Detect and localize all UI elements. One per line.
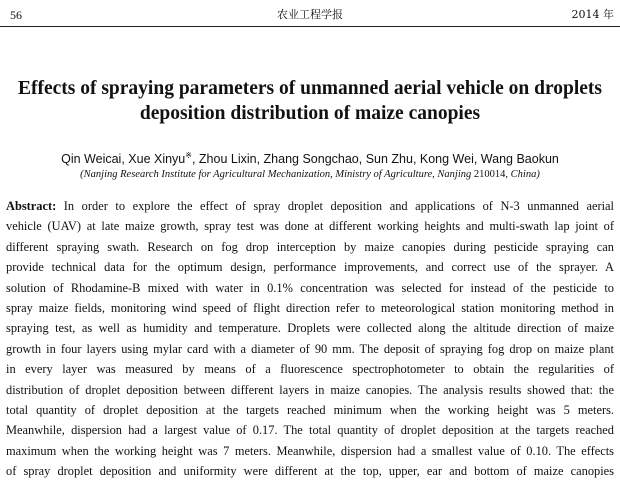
affiliation-postcode: 210014, xyxy=(471,169,511,180)
authors-lead: Qin Weicai, Xue Xinyu xyxy=(61,152,186,167)
abstract-line: provide technical data for the optimum design, performance improvements, and correct use of the sprayer. A xyxy=(6,260,614,275)
paper-title xyxy=(0,76,620,126)
abstract-label: Abstract: xyxy=(6,199,57,213)
title-line: Effects of spraying parameters of unmanned aerial vehicle on droplets xyxy=(17,78,603,99)
corresponding-author-mark: ※ xyxy=(185,151,192,160)
abstract xyxy=(6,196,614,482)
header-rule xyxy=(0,26,620,27)
abstract-line: of spray droplet deposition and uniformity were different at the top, upper, ear and bottom of maize canopies xyxy=(6,464,614,479)
abstract-line: growth in four layers using mylar card with a diameter of 90 mm. The deposit of spraying fog drop on maize plant xyxy=(6,341,614,356)
abstract-line: in every layer was measured by means of a fluorescence spectrophotometer to obtain the regularities of xyxy=(6,362,614,377)
affiliation-institution: (Nanjing Research Institute for Agricultural Mechanization, Ministry of Agriculture, Nanjing xyxy=(80,169,472,180)
running-header xyxy=(0,6,620,24)
affiliation xyxy=(0,168,620,182)
authors-rest: , Zhou Lixin, Zhang Songchao, Sun Zhu, Kong Wei, Wang Baokun xyxy=(191,152,559,167)
abstract-line: spraying test, as well as humidity and temperature. Droplets were collected along the altitude direction of maize xyxy=(6,321,614,336)
page-number: 56 xyxy=(10,8,22,22)
abstract-line: vehicle (UAV) at late maize growth, spray test was done at different working heights and multi-swath lap joint of xyxy=(6,219,614,234)
abstract-line: spray maize fields, monitoring wind speed of flight direction refer to meteorological station monitoring method in xyxy=(6,301,614,316)
author-list xyxy=(0,148,620,167)
abstract-line: total quantity of droplet deposition at the targets reached minimum when the working height was 5 meters. xyxy=(6,403,614,418)
abstract-text: In order to explore the effect of spray droplet deposition and applications of N-3 unmanned aerial xyxy=(56,199,614,213)
publication-year: 2014 年 xyxy=(571,8,614,21)
abstract-line: different spraying swath. Research on fog drop interception by maize canopies during pesticide spraying can xyxy=(6,239,614,254)
abstract-line: distribution of droplet deposition between different layers in maize canopies. The analysis results showed that: the xyxy=(6,382,614,397)
title-line: deposition distribution of maize canopies xyxy=(139,103,481,124)
journal-name: 农业工程学报 xyxy=(277,8,343,21)
abstract-line xyxy=(6,196,614,216)
abstract-line: maximum when the working height was 7 meters. Meanwhile, dispersion had a smallest value of 0.10. The effects xyxy=(6,443,614,458)
affiliation-country: China) xyxy=(510,169,540,180)
abstract-line: Meanwhile, dispersion had a largest value of 0.17. The total quantity of droplet deposition at the targets reached xyxy=(6,423,614,438)
abstract-line: solution of Rhodamine-B mixed with water in 0.1% concentration was selected for instead of the pesticide to xyxy=(6,280,614,295)
